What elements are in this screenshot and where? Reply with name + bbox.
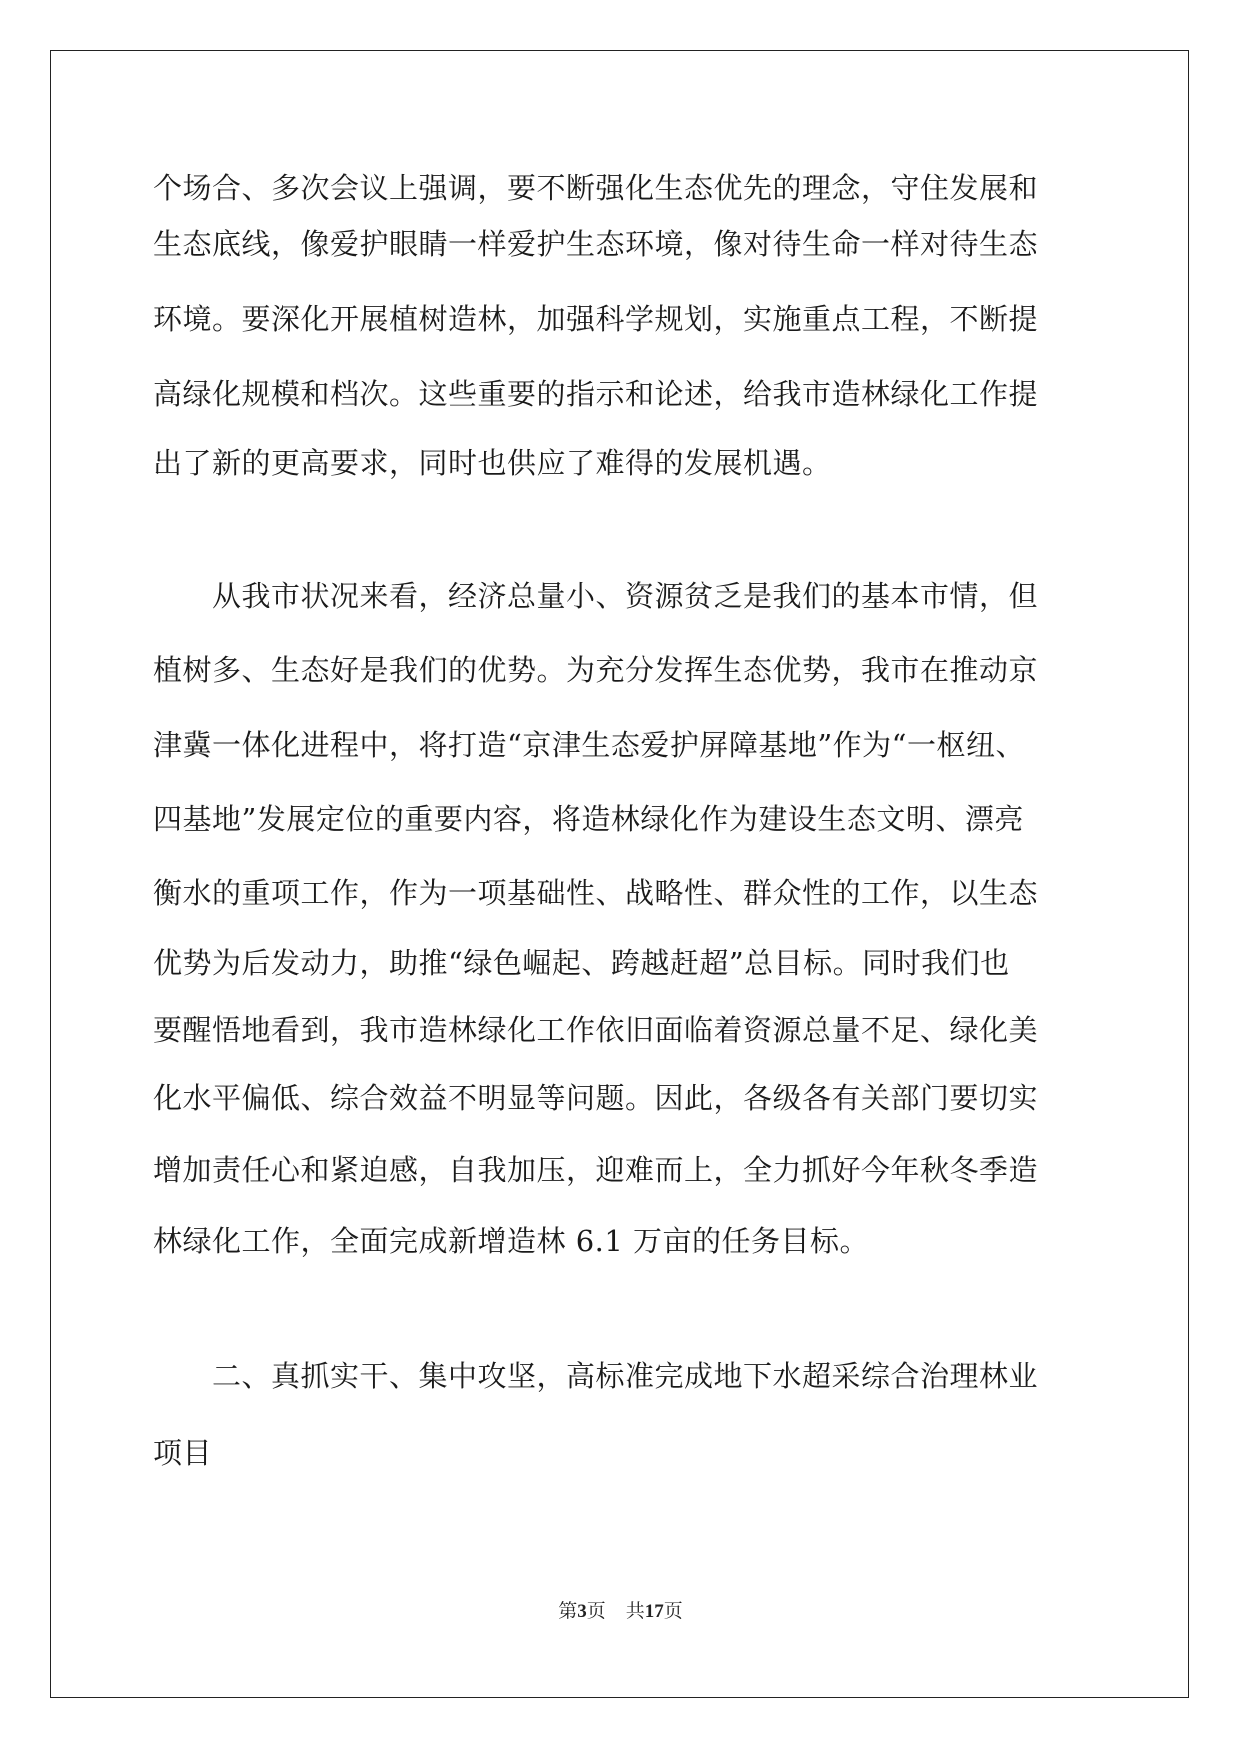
text-line: 优势为后发动力，助推“绿色崛起、跨越赶超”总目标。同时我们也 (153, 946, 1010, 980)
text-line: 项目 (153, 1436, 213, 1470)
text-line: 四基地”发展定位的重要内容，将造林绿化作为建设生态文明、漂亮 (153, 802, 1024, 836)
text-line: 化水平偏低、综合效益不明显等问题。因此，各级各有关部门要切实 (153, 1081, 1039, 1115)
total-prefix: 共 (625, 1601, 645, 1622)
page-suffix: 页 (586, 1601, 606, 1622)
page-number: 3 (577, 1601, 587, 1622)
text-line: 从我市状况来看，经济总量小、资源贫乏是我们的基本市情，但 (153, 579, 1039, 613)
text-line: 二、真抓实干、集中攻坚，高标准完成地下水超采综合治理林业 (153, 1359, 1039, 1393)
text-line: 林绿化工作，全面完成新增造林 6.1 万亩的任务目标。 (153, 1224, 870, 1258)
text-line: 个场合、多次会议上强调，要不断强化生态优先的理念，守住发展和 (153, 171, 1039, 205)
text-line: 衡水的重项工作，作为一项基础性、战略性、群众性的工作，以生态 (153, 876, 1039, 910)
text-line: 生态底线，像爱护眼睛一样爱护生态环境，像对待生命一样对待生态 (153, 227, 1039, 261)
total-suffix: 页 (663, 1601, 683, 1622)
total-pages: 17 (644, 1601, 664, 1622)
text-line: 津冀一体化进程中，将打造“京津生态爱护屏障基地”作为“一枢纽、 (153, 728, 1025, 762)
text-line: 高绿化规模和档次。这些重要的指示和论述，给我市造林绿化工作提 (153, 377, 1039, 411)
text-line: 环境。要深化开展植树造林，加强科学规划，实施重点工程，不断提 (153, 302, 1039, 336)
text-line: 植树多、生态好是我们的优势。为充分发挥生态优势，我市在推动京 (153, 653, 1039, 687)
text-line: 出了新的更高要求，同时也供应了难得的发展机遇。 (153, 446, 832, 480)
page-prefix: 第 (558, 1601, 578, 1622)
text-line: 要醒悟地看到，我市造林绿化工作依旧面临着资源总量不足、绿化美 (153, 1013, 1039, 1047)
page-footer (0, 1600, 1241, 1624)
text-line: 增加责任心和紧迫感，自我加压，迎难而上，全力抓好今年秋冬季造 (153, 1153, 1039, 1187)
